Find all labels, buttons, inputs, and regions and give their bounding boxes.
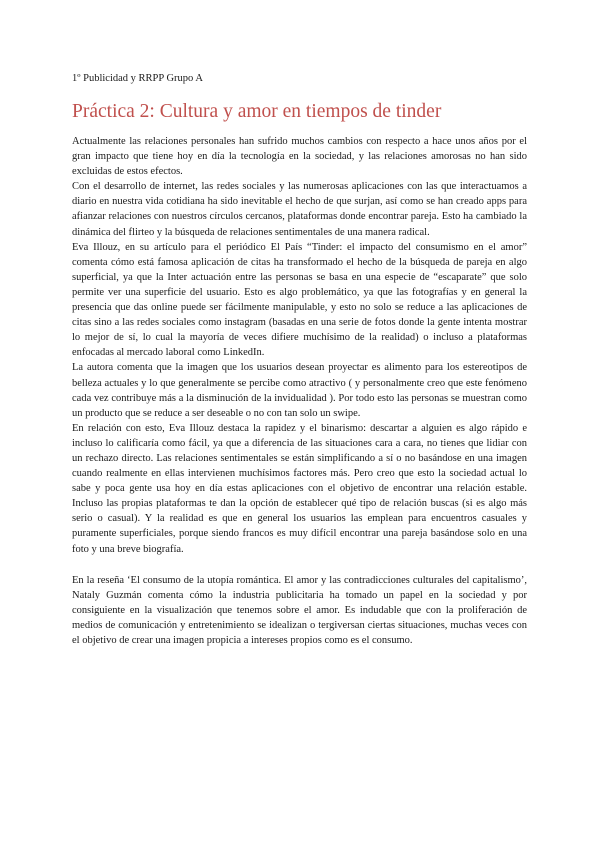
document-header: 1º Publicidad y RRPP Grupo A [72,73,203,84]
paragraph-illouz-tinder: Eva Illouz, en su artículo para el periódico El País “Tinder: el impacto del consumismo en el amor” comenta cómo está famosa aplicación de citas ha transformado el hecho de la búsqueda de pareja en algo superficial, ya que la Inter actuación entre las personas se basa en una especie de “escaparate” que solo permite ver una superficie del usuario. Esto es algo problemático, ya que las fotografías y en general la presencia que das online puede ser fácilmente manipulable, y esto no solo se reduce a las aplicaciones de citas sino a las redes sociales como instagram (basadas en una serie de fotos donde la gente intenta mostrar lo mejor de sí, lo cual la mayoría de veces difiere muchísimo de la realidad) o incluso a plataformas enfocadas al mercado laboral como LinkedIn. [72,241,527,359]
paragraph-beauty-stereotypes: La autora comenta que la imagen que los usuarios desean proyectar es alimento para los estereotipos de belleza actuales y lo que generalmente se percibe como atractivo ( y personalmente creo que este fenómeno cada vez contribuye más a la disminución de la invidualidad ). Por todo esto las personas se muestran como un producto que se reduce a ser deseable o no con tan solo un swipe. [72,362,527,419]
paragraph-guzman-review: En la reseña ‘El consumo de la utopía romántica. El amor y las contradicciones culturales del capitalismo’, Nataly Guzmán comenta cómo la industria publicitaria ha tomado un papel en la sociedad y por consiguiente en la visualización que tenemos sobre el amor. Es indudable que con la proliferación de medios de comunicación y entretenimiento se idealizan o tergiversan ciertas situaciones, muchas veces con el objetivo de crear una imagen propicia a intereses propios como es el consumo. [72,574,527,646]
document-page [72,72,527,648]
document-title: Práctica 2: Cultura y amor en tiempos de tinder [72,101,442,122]
paragraph-binarism: En relación con esto, Eva Illouz destaca la rapidez y el binarismo: descartar a alguien es algo rápido e incluso lo calificaría como fácil, ya que a diferencia de las situaciones cara a cara, no tienes que lidiar con un rechazo directo. Las relaciones sentimentales se están simplificando a sí o no basándose en una imagen cuando realmente en ellas intervienen muchísimos factores más. Pero creo que esto la sociedad actual lo sabe y poca gente usa hoy en día estas aplicaciones con el objetivo de encontrar una relación estable. Incluso las propias plataformas te dan la opción de establecer qué tipo de relación buscas (si es algo más serio o casual). Y la realidad es que en general los usuarios las emplean para encuentros casuales y puramente superficiales, porque siendo francos es muy difícil encontrar una pareja basándose solo en una foto y una breve biografía. [72,422,527,555]
paragraph-intro: Actualmente las relaciones personales han sufrido muchos cambios con respecto a hace unos años por el gran impacto que tiene hoy en día la tecnología en la sociedad, y las relaciones amorosas no han sido excluidas de estos efectos. [72,136,527,178]
paragraph-gap [72,557,527,573]
paragraph-internet: Con el desarrollo de internet, las redes sociales y las numerosas aplicaciones con las que interactuamos a diario en nuestra vida cotidiana ha sido inevitable el hecho de que surjan, así como se han creado apps para afianzar relaciones con nuestros círculos cercanos, plataformas donde encontrar pareja. Esto ha cambiado la dinámica del flirteo y la búsqueda de relaciones sentimentales de una manera radical. [72,181,527,238]
